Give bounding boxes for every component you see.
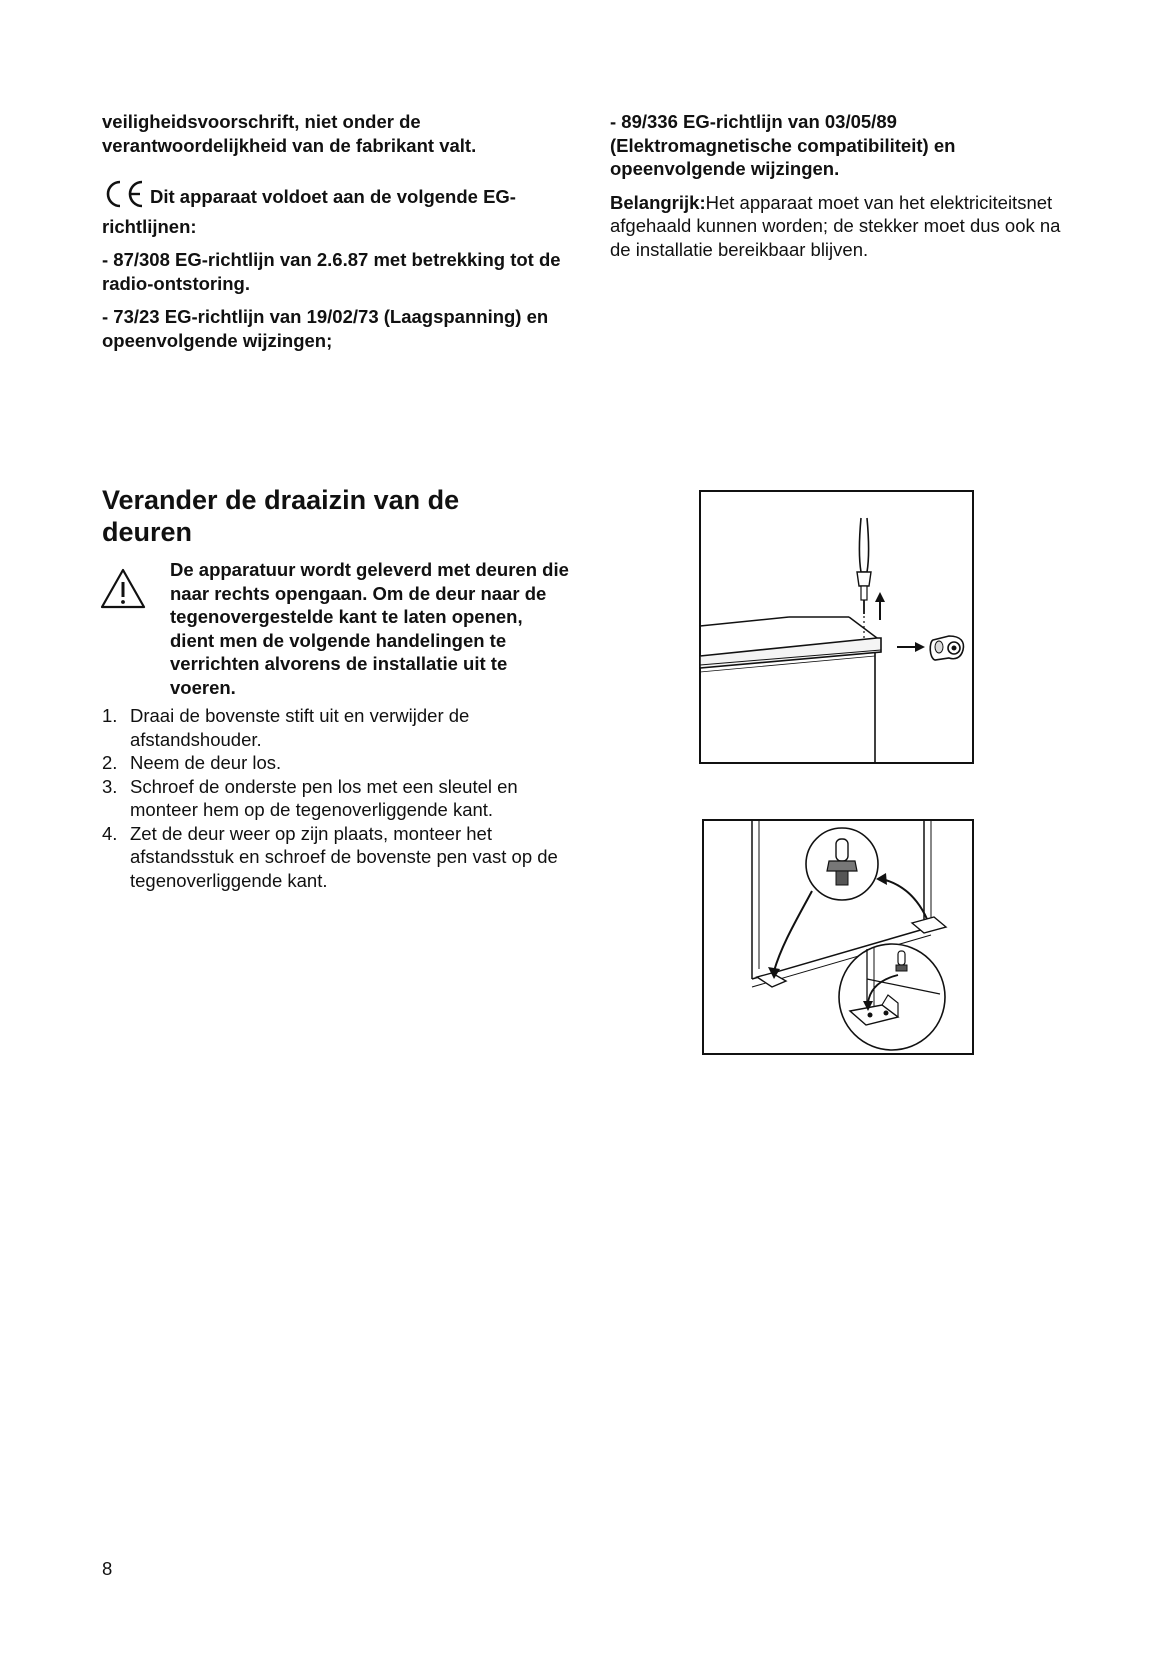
step-number: 2. [102, 752, 118, 773]
directive-87-308: - 87/308 EG-richtlijn van 2.6.87 met betrekking tot de radio-ontstoring. [102, 249, 561, 294]
step-number: 1. [102, 705, 118, 726]
ce-intro-text: Dit apparaat voldoet aan de volgende EG-richtlijnen: [102, 186, 516, 237]
step-number: 3. [102, 775, 118, 797]
right-column-top [610, 110, 1080, 261]
list-item [102, 822, 572, 893]
ce-paragraph [102, 179, 572, 238]
left-column-top [102, 110, 572, 352]
step-text: Neem de deur los. [130, 752, 282, 773]
important-label: Belangrijk: [610, 191, 706, 213]
list-item [102, 704, 572, 751]
step-text: Schroef de onderste pen los met een sleutel en monteer hem op de tegenoverliggende kant. [130, 775, 518, 820]
list-item [102, 751, 572, 775]
ce-mark-icon [102, 179, 146, 215]
directive-89-336: - 89/336 EG-richtlijn van 03/05/89 (Elektromagnetische compatibiliteit) en opeenvolgende wijzingen. [610, 111, 956, 179]
warning-triangle-icon [100, 567, 146, 614]
important-note [610, 191, 1080, 262]
step-text: Zet de deur weer op zijn plaats, monteer het afstandsstuk en schroef de bovenste pen vast op de tegenoverliggende kant. [130, 822, 558, 891]
figure-move-bottom-pin [702, 819, 974, 1055]
warning-text: De apparatuur wordt geleverd met deuren die naar rechts opengaan. Om de deur naar de tegenovergestelde kant te laten openen, dient men de volgende handelingen te verrichten alvorens de installatie uit te voeren. [170, 559, 569, 698]
important-text: Het apparaat moet van het elektriciteitsnet afgehaald kunnen worden; de stekker moet dus ook na de installatie bereikbaar blijven. [610, 191, 1061, 260]
section-title: Verander de draaizin van de deuren [102, 485, 460, 547]
page-number: 8 [102, 1558, 113, 1579]
continuation-text: veiligheidsvoorschrift, niet onder de verantwoordelijkheid van de fabrikant valt. [102, 111, 477, 156]
step-number: 4. [102, 822, 118, 844]
list-item [102, 775, 572, 822]
figure-remove-top-pin [699, 490, 974, 764]
directive-73-23: - 73/23 EG-richtlijn van 19/02/73 (Laagspanning) en opeenvolgende wijzingen; [102, 306, 549, 351]
step-text: Draai de bovenste stift uit en verwijder de afstandshouder. [130, 705, 470, 750]
steps-list [102, 704, 572, 892]
